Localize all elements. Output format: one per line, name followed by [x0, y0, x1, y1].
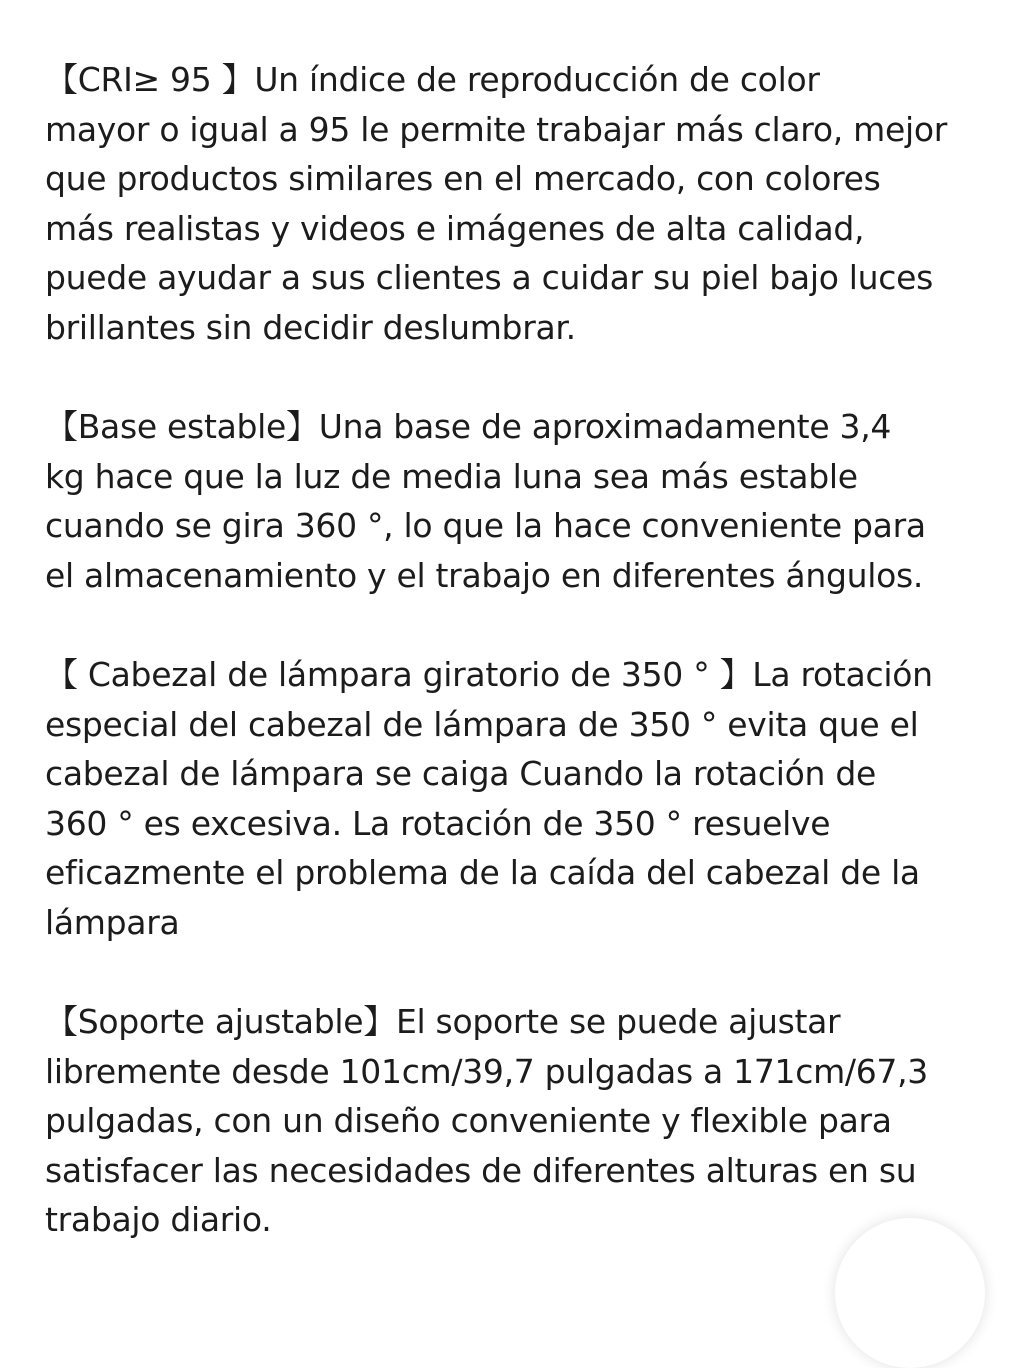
text-line: kg hace que la luz de media luna sea más estable: [45, 456, 858, 496]
text-line: 【Soporte ajustable】El soporte se puede ajustar: [45, 1002, 841, 1041]
text-line: brillantes sin decidir deslumbrar.: [45, 307, 576, 347]
text-line: 【 Cabezal de lámpara giratorio de 350 ° 】La rotación: [45, 655, 933, 694]
text-line: 360 ° es excesiva. La rotación de 350 ° resuelve: [45, 803, 831, 843]
paragraph-soporte-ajustable: [45, 997, 990, 1245]
text-line: satisfacer las necesidades de diferentes alturas en su: [45, 1150, 917, 1190]
text-line: mayor o igual a 95 le permite trabajar más claro, mejor: [45, 109, 947, 149]
text-line: 【Base estable】Una base de aproximadamente 3,4: [45, 407, 892, 446]
product-description: [45, 55, 990, 1295]
paragraph-base-estable: [45, 402, 990, 600]
floating-button-edge[interactable]: [835, 1218, 985, 1368]
text-line: 【CRI≥ 95 】Un índice de reproducción de color: [45, 60, 820, 99]
paragraph-cri: [45, 55, 990, 352]
text-line: pulgadas, con un diseño conveniente y flexible para: [45, 1101, 892, 1140]
paragraph-cabezal-giratorio: [45, 650, 990, 947]
text-line: libremente desde 101cm/39,7 pulgadas a 171cm/67,3: [45, 1051, 929, 1091]
text-line: cabezal de lámpara se caiga Cuando la rotación de: [45, 754, 876, 793]
text-line: especial del cabezal de lámpara de 350 ° evita que el: [45, 704, 919, 744]
text-line: trabajo diario.: [45, 1200, 272, 1239]
text-line: más realistas y videos e imágenes de alta calidad,: [45, 208, 865, 248]
text-line: cuando se gira 360 °, lo que la hace conveniente para: [45, 506, 926, 545]
text-line: puede ayudar a sus clientes a cuidar su piel bajo luces: [45, 258, 934, 297]
text-line: que productos similares en el mercado, con colores: [45, 159, 881, 198]
text-line: lámpara: [45, 902, 180, 942]
text-line: el almacenamiento y el trabajo en diferentes ángulos.: [45, 555, 924, 595]
text-line: eficazmente el problema de la caída del cabezal de la: [45, 853, 920, 892]
